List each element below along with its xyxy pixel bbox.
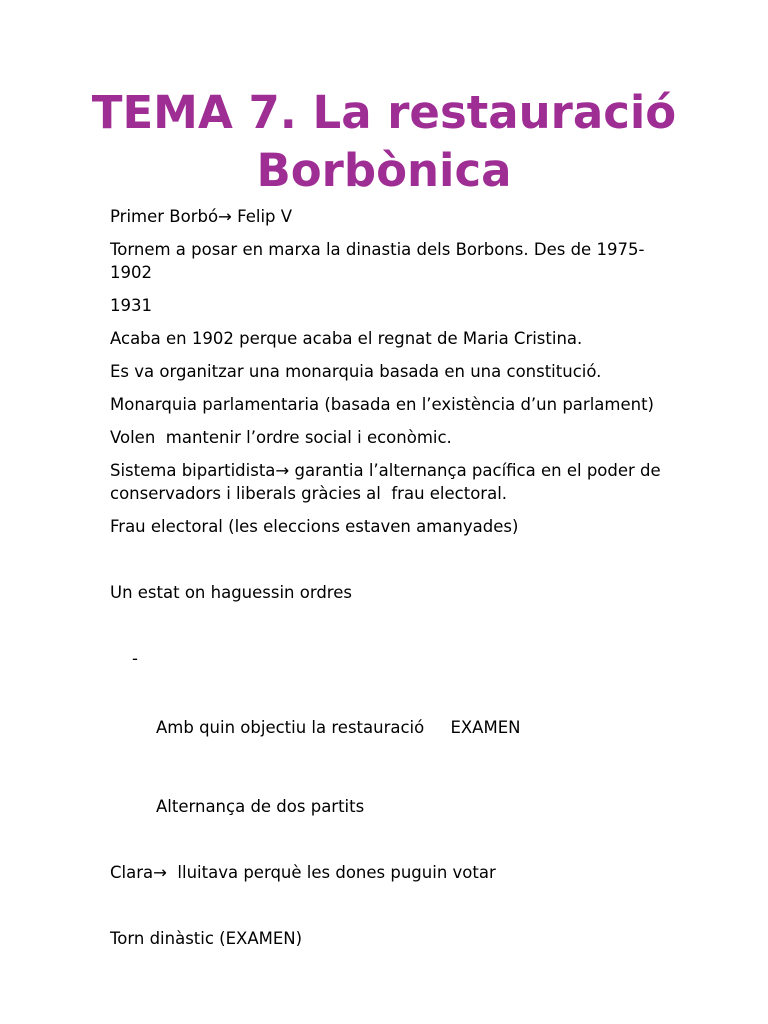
document-body <box>110 205 670 960</box>
paragraph-acaba: Acaba en 1902 perque acaba el regnat de Maria Cristina. <box>110 329 583 348</box>
paragraph-clara: Clara→ lluitava perquè les dones puguin votar <box>110 863 496 882</box>
blank-line <box>110 894 670 917</box>
paragraph-primer-borbo: Primer Borbó→ Felip V <box>110 207 293 226</box>
bullet-dash: - <box>132 649 138 668</box>
paragraph-1931: 1931 <box>110 296 152 315</box>
title-line-1: TEMA 7. La restauració <box>91 86 677 139</box>
blank-line <box>110 614 670 637</box>
paragraph-torn-dinastic: Torn dinàstic (EXAMEN) <box>110 929 303 948</box>
paragraph-estat-ordres: Un estat on haguessin ordres <box>110 583 352 602</box>
bullet-text: Amb quin objectiu la restauració EXAMEN <box>156 718 521 737</box>
bullet-item-objectiu <box>110 647 670 785</box>
paragraph-sistema-bipartidista: Sistema bipartidista→ garantia l’alternança pacífica en el poder de conservadors i liberals gràcies al frau electoral. <box>110 461 666 503</box>
paragraph-frau-electoral: Frau electoral (les eleccions estaven amanyades) <box>110 517 519 536</box>
paragraph-dinastia: Tornem a posar en marxa la dinastia dels Borbons. Des de 1975-1902 <box>110 240 645 282</box>
paragraph-monarquia-parlamentaria: Monarquia parlamentaria (basada en l’existència d’un parlament) <box>110 395 654 414</box>
document-title <box>40 84 728 200</box>
bullet-subtext-alternanca: Alternança de dos partits <box>156 797 365 816</box>
paragraph-ordre-social: Volen mantenir l’ordre social i econòmic. <box>110 428 452 447</box>
title-line-2: Borbònica <box>256 144 512 197</box>
blank-line <box>110 548 670 571</box>
blank-line <box>110 828 670 851</box>
paragraph-monarquia-constitucio: Es va organitzar una monarquia basada en una constitució. <box>110 362 602 381</box>
